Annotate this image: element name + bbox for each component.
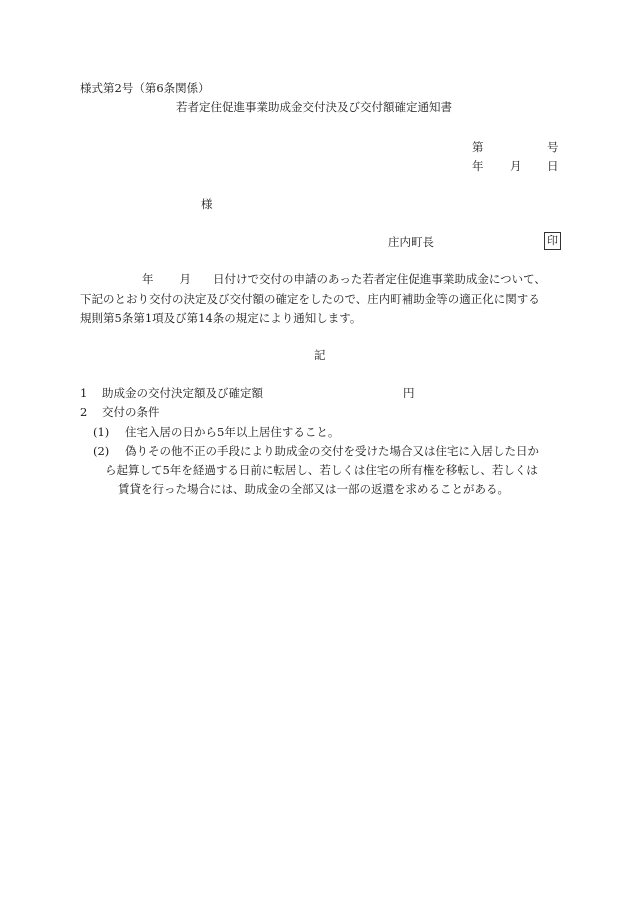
date-day-label: 日 xyxy=(547,159,559,173)
condition-2-text-1: 偽りその他不正の手段により助成金の交付を受けた場合又は住宅に入居した日か xyxy=(125,444,539,458)
item-2 xyxy=(80,404,160,420)
item-2-label: 交付の条件 xyxy=(102,405,160,419)
condition-1 xyxy=(93,424,339,440)
item-1-unit: 円 xyxy=(403,386,415,400)
condition-2-line-1 xyxy=(93,443,539,459)
item-2-number: 2 xyxy=(80,405,88,419)
condition-2-line-2: ら起算して5年を経過する日前に転居し、若しくは住宅の所有権を移転し、若しくは xyxy=(105,463,538,477)
condition-1-number: (1) xyxy=(93,425,110,439)
date-month-label: 月 xyxy=(510,159,522,173)
document-title: 若者定住促進事業助成金交付決及び交付額確定通知書 xyxy=(176,100,452,114)
notice-heading: 記 xyxy=(314,348,326,362)
date-year-label: 年 xyxy=(472,159,484,173)
form-number: 様式第2号（第6条関係） xyxy=(80,81,210,95)
condition-2-line-3: 賃貸を行った場合には、助成金の全部又は一部の返還を求めることがある。 xyxy=(118,482,509,496)
body-line-1-text: 日付けで交付の申請のあった若者定住促進事業助成金について、 xyxy=(213,272,546,286)
body-month: 月 xyxy=(179,272,191,286)
body-line-3: 規則第5条第1項及び第14条の規定により通知します。 xyxy=(80,311,362,325)
issuer-name: 庄内町長 xyxy=(388,235,434,249)
seal-stamp: 印 xyxy=(544,232,561,250)
body-line-1 xyxy=(80,270,580,290)
number-suffix: 号 xyxy=(547,140,559,154)
number-prefix: 第 xyxy=(472,140,484,154)
item-1-number: 1 xyxy=(80,386,88,400)
body-paragraph xyxy=(80,270,580,329)
item-1-label: 助成金の交付決定額及び確定額 xyxy=(102,386,263,400)
condition-1-text: 住宅入居の日から5年以上居住すること。 xyxy=(125,425,340,439)
body-line-2: 下記のとおり交付の決定及び交付額の確定をしたので、庄内町補助金等の適正化に関する xyxy=(80,291,540,306)
recipient-honorific: 様 xyxy=(201,197,213,211)
body-year: 年 xyxy=(142,272,154,286)
condition-2-number: (2) xyxy=(93,444,110,458)
item-1 xyxy=(80,385,263,401)
